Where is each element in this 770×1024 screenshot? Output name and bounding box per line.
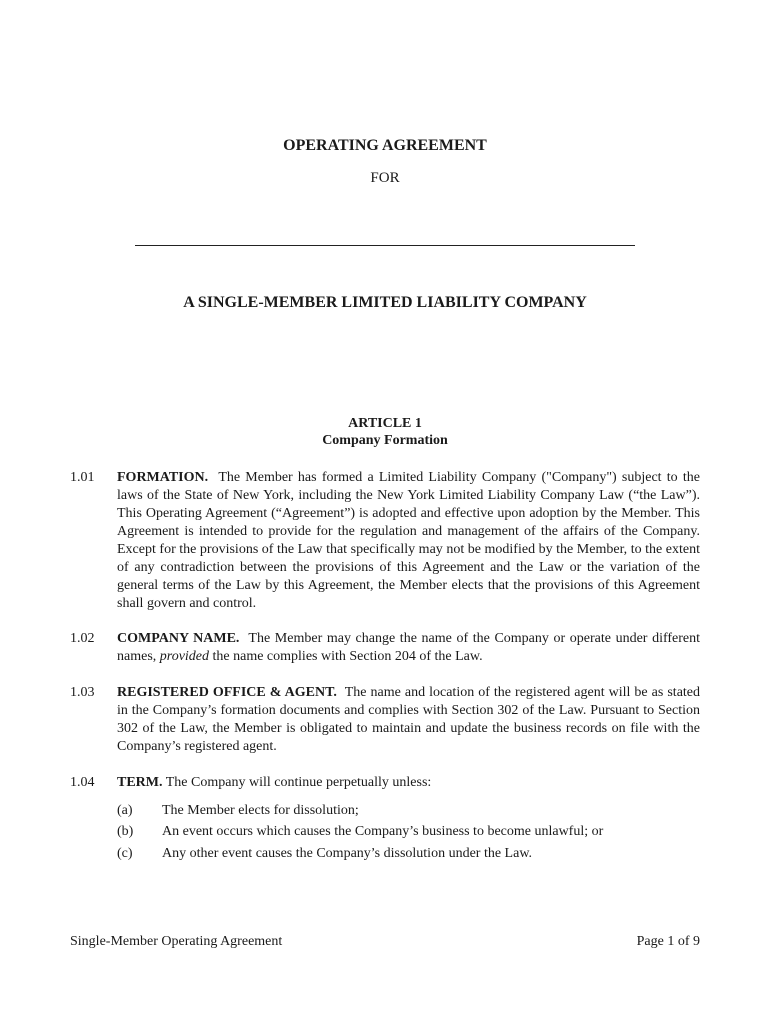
section-heading: REGISTERED OFFICE & AGENT. (117, 685, 337, 700)
section-body (117, 469, 700, 613)
section-number: 1.04 (70, 775, 95, 790)
section-body (117, 774, 700, 792)
section-text: The Member may change the name of the Company or operate under different names, (117, 631, 701, 664)
footer-document-name: Single-Member Operating Agreement (70, 934, 283, 949)
section-heading: COMPANY NAME. (117, 631, 240, 646)
document-for-label: FOR (370, 170, 400, 186)
section-text: The Member has formed a Limited Liability Company ("Company") subject to the laws of the State of New York, including the New York Limited Liability Company Law (“the Law”). This Operating Agreement (“Agreement”) is adopted and effective upon adoption by the Member. This Agreement is intended to provide for the regulation and management of the affairs of the Company. Except for the provisions of the Law that specifically may not be modified by the Member, to the extent of any contradiction between the provisions of this Agreement and the Law or the variation of the general terms of the Law by this Agreement, the Member elects that the provisions of this Agreement shall govern and control. (117, 470, 700, 611)
footer-page-number: Page 1 of 9 (636, 934, 700, 949)
document-title: OPERATING AGREEMENT (283, 137, 487, 154)
list-item-label: (a) (117, 803, 133, 818)
article-name: Company Formation (322, 433, 448, 448)
section-text-continued: the name complies with Section 204 of the Law. (212, 649, 483, 664)
list-item-text: An event occurs which causes the Company’s business to become unlawful; or (162, 824, 604, 839)
section-number: 1.02 (70, 631, 95, 646)
section-number: 1.03 (70, 685, 95, 700)
list-item-text: The Member elects for dissolution; (162, 803, 359, 818)
list-item-label: (c) (117, 846, 133, 861)
section-text: The name and location of the registered agent will be as stated in the Company’s formation documents and complies with Section 302 of the Law. Pursuant to Section 302 of the Law, the Member is obligated to maintain and update the business records on file with the Company’s registered agent. (117, 685, 701, 754)
section-1-02 (70, 630, 700, 666)
company-type-title: A SINGLE-MEMBER LIMITED LIABILITY COMPANY (183, 294, 587, 311)
section-text-italic: provided (159, 649, 210, 664)
section-heading: FORMATION. (117, 470, 209, 485)
section-text: The Company will continue perpetually unless: (165, 775, 432, 790)
section-body (117, 684, 700, 756)
company-name-blank-line[interactable] (135, 237, 635, 246)
list-item-text: Any other event causes the Company’s dissolution under the Law. (162, 846, 533, 861)
section-1-01 (70, 469, 700, 613)
section-body (117, 630, 700, 666)
article-number: ARTICLE 1 (348, 416, 422, 431)
list-item-label: (b) (117, 824, 134, 839)
section-number: 1.01 (70, 470, 95, 485)
section-1-04 (70, 774, 700, 792)
section-1-03 (70, 684, 700, 756)
section-heading: TERM. (117, 775, 163, 790)
